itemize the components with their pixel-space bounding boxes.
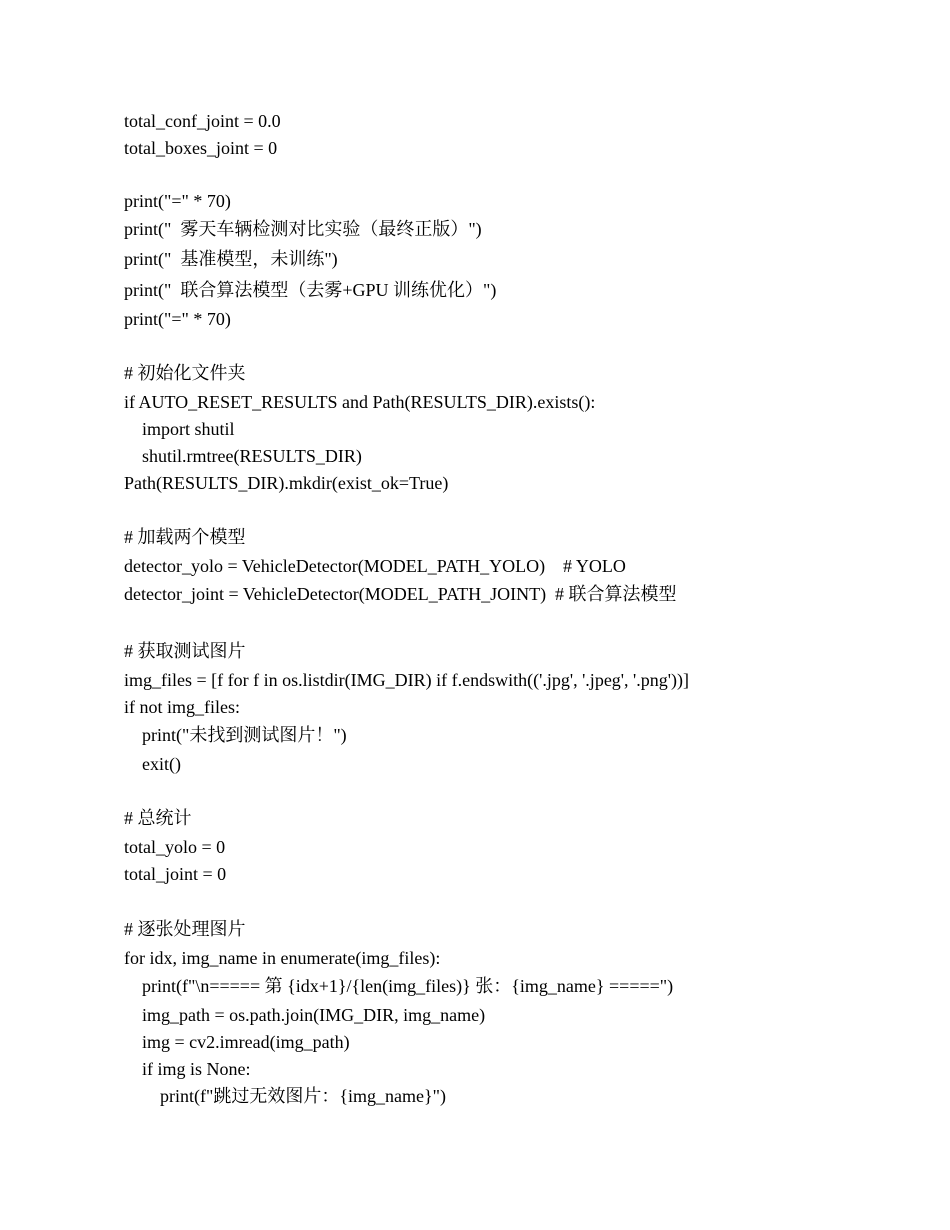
code-line: print(f"跳过无效图片：{img_name}") bbox=[160, 1086, 446, 1106]
code-line: img_files = [f for f in os.listdir(IMG_DIR) if f.endswith(('.jpg', '.jpeg', '.png'))] bbox=[124, 670, 690, 690]
code-line: total_boxes_joint = 0 bbox=[124, 138, 278, 158]
code-comment: # 获取测试图片 bbox=[124, 641, 246, 661]
code-line: img = cv2.imread(img_path) bbox=[142, 1032, 350, 1052]
code-comment: # 逐张处理图片 bbox=[124, 919, 246, 939]
code-line: total_conf_joint = 0.0 bbox=[124, 111, 281, 131]
code-line: if AUTO_RESET_RESULTS and Path(RESULTS_DIR).exists(): bbox=[124, 392, 596, 412]
code-line: print(" 雾天车辆检测对比实验（最终正版）") bbox=[124, 219, 482, 239]
code-line: print(" 联合算法模型（去雾+GPU 训练优化）") bbox=[124, 280, 497, 300]
code-line: img_path = os.path.join(IMG_DIR, img_name) bbox=[142, 1005, 486, 1025]
code-comment: # 初始化文件夹 bbox=[124, 363, 246, 383]
code-line: if not img_files: bbox=[124, 697, 240, 717]
code-comment: # 加载两个模型 bbox=[124, 527, 246, 547]
code-line: total_joint = 0 bbox=[124, 864, 227, 884]
code-comment: # 总统计 bbox=[124, 808, 192, 828]
code-line: if img is None: bbox=[142, 1059, 251, 1079]
code-line: total_yolo = 0 bbox=[124, 837, 226, 857]
code-line: print(f"\n===== 第 {idx+1}/{len(img_files)} 张：{img_name} =====") bbox=[142, 976, 674, 996]
code-line: detector_joint = VehicleDetector(MODEL_PATH_JOINT) # 联合算法模型 bbox=[124, 584, 677, 604]
code-line: print("=" * 70) bbox=[124, 191, 231, 211]
code-line: print("=" * 70) bbox=[124, 309, 231, 329]
code-line: exit() bbox=[142, 754, 181, 774]
code-line: import shutil bbox=[142, 419, 235, 439]
code-line: detector_yolo = VehicleDetector(MODEL_PATH_YOLO) # YOLO bbox=[124, 556, 626, 576]
code-line: shutil.rmtree(RESULTS_DIR) bbox=[142, 446, 362, 466]
code-line: for idx, img_name in enumerate(img_files): bbox=[124, 948, 441, 968]
code-line: Path(RESULTS_DIR).mkdir(exist_ok=True) bbox=[124, 473, 449, 493]
code-line: print("未找到测试图片！") bbox=[142, 725, 347, 745]
code-line: print(" 基准模型，未训练") bbox=[124, 249, 338, 269]
